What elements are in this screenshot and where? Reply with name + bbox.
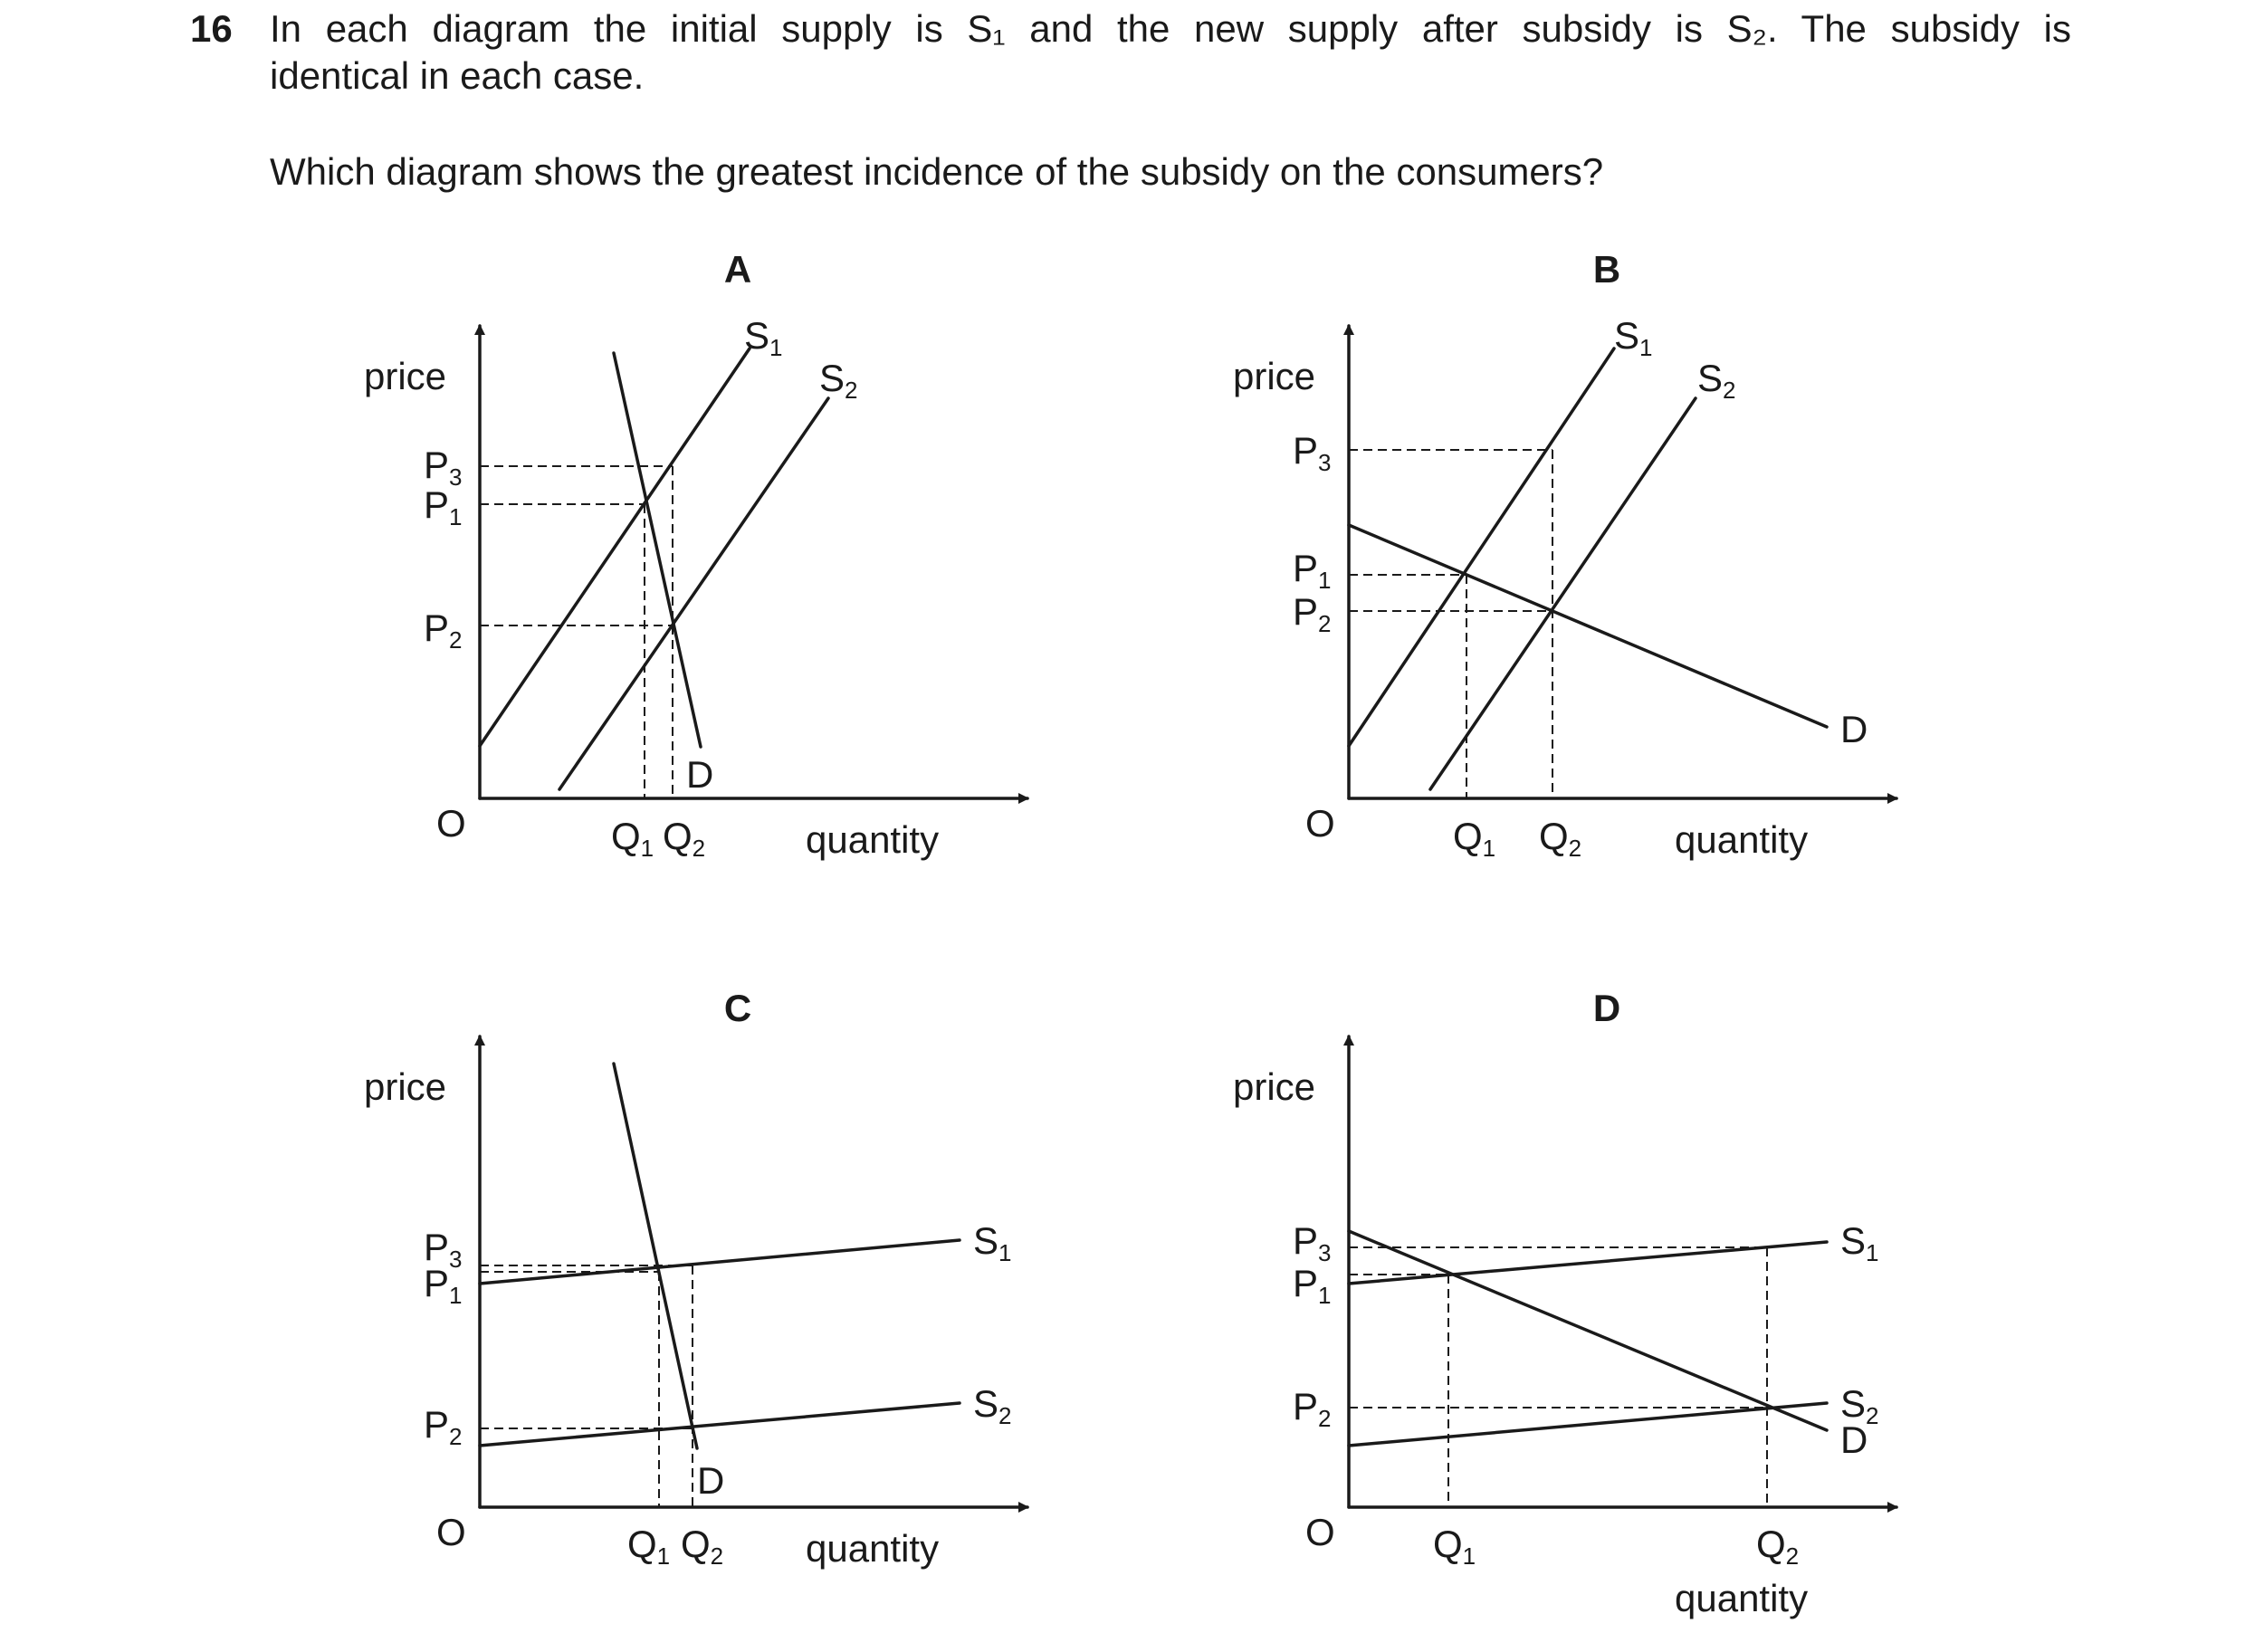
price-label-p3: P3	[424, 1226, 463, 1273]
origin-label: O	[1305, 1511, 1335, 1553]
curve-label-s1: S1	[1840, 1219, 1879, 1266]
price-label-p3: P3	[424, 444, 463, 491]
question-text-line-2: identical in each case.	[270, 54, 645, 97]
price-label-p2: P2	[1293, 590, 1332, 637]
curve-s1	[1349, 349, 1614, 746]
curve-label-s1: S1	[744, 314, 783, 361]
curve-s2	[480, 1403, 960, 1446]
curve-label-s2: S2	[1840, 1382, 1879, 1429]
quantity-axis-label: quantity	[1675, 818, 1809, 861]
curve-d	[1349, 1231, 1827, 1430]
price-label-p3: P3	[1293, 429, 1332, 476]
quantity-axis-label: quantity	[806, 818, 940, 861]
curve-d	[614, 353, 701, 747]
quantity-label-q1: Q1	[1433, 1523, 1476, 1570]
origin-label: O	[436, 1511, 466, 1553]
diagram-label-a: A	[723, 248, 752, 291]
curve-label-s2: S2	[1697, 357, 1736, 404]
curve-label-d: D	[1840, 1418, 1868, 1461]
curve-label-d: D	[1840, 708, 1868, 750]
curve-label-d: D	[697, 1459, 725, 1502]
quantity-label-q2: Q2	[1756, 1523, 1800, 1570]
question-number: 16	[190, 7, 233, 50]
curve-s2	[1430, 398, 1696, 789]
curve-s2	[559, 398, 828, 789]
quantity-label-q2: Q2	[663, 815, 706, 862]
curve-label-d: D	[686, 753, 714, 796]
quantity-axis-label: quantity	[806, 1527, 940, 1570]
diagram-a	[364, 248, 1027, 862]
curve-label-s1: S1	[1614, 314, 1653, 361]
price-label-p2: P2	[424, 1403, 463, 1450]
quantity-label-q1: Q1	[627, 1523, 671, 1570]
quantity-label-q1: Q1	[611, 815, 654, 862]
price-label-p2: P2	[424, 606, 463, 654]
curve-s1	[480, 349, 750, 746]
diagram-d	[1233, 987, 1896, 1619]
price-axis-label: price	[1233, 1065, 1316, 1108]
curve-label-s2: S2	[973, 1382, 1012, 1429]
origin-label: O	[1305, 802, 1335, 845]
diagram-label-b: B	[1592, 248, 1621, 291]
price-label-p3: P3	[1293, 1219, 1332, 1266]
diagram-c	[364, 987, 1027, 1570]
price-label-p2: P2	[1293, 1385, 1332, 1432]
price-axis-label: price	[364, 1065, 447, 1108]
quantity-label-q2: Q2	[1539, 815, 1582, 862]
price-label-p1: P1	[424, 483, 463, 530]
quantity-label-q1: Q1	[1453, 815, 1496, 862]
question-prompt: Which diagram shows the greatest incidence of the subsidy on the consumers?	[270, 150, 1604, 193]
curve-label-s1: S1	[973, 1219, 1012, 1266]
diagram-label-d: D	[1592, 987, 1621, 1029]
curve-label-s2: S2	[819, 357, 858, 404]
price-axis-label: price	[364, 355, 447, 397]
quantity-label-q2: Q2	[681, 1523, 724, 1570]
price-label-p1: P1	[424, 1262, 463, 1309]
curve-s1	[480, 1240, 960, 1284]
price-label-p1: P1	[1293, 1262, 1332, 1309]
quantity-axis-label: quantity	[1675, 1577, 1809, 1619]
diagram-b	[1233, 248, 1896, 862]
price-label-p1: P1	[1293, 547, 1332, 594]
curve-d	[614, 1064, 697, 1448]
origin-label: O	[436, 802, 466, 845]
curve-s2	[1349, 1403, 1827, 1446]
question-text-line-1: In each diagram the initial supply is S₁ and the new supply after subsidy is S₂. The subsidy is	[270, 7, 2071, 50]
price-axis-label: price	[1233, 355, 1316, 397]
diagram-label-c: C	[723, 987, 752, 1029]
